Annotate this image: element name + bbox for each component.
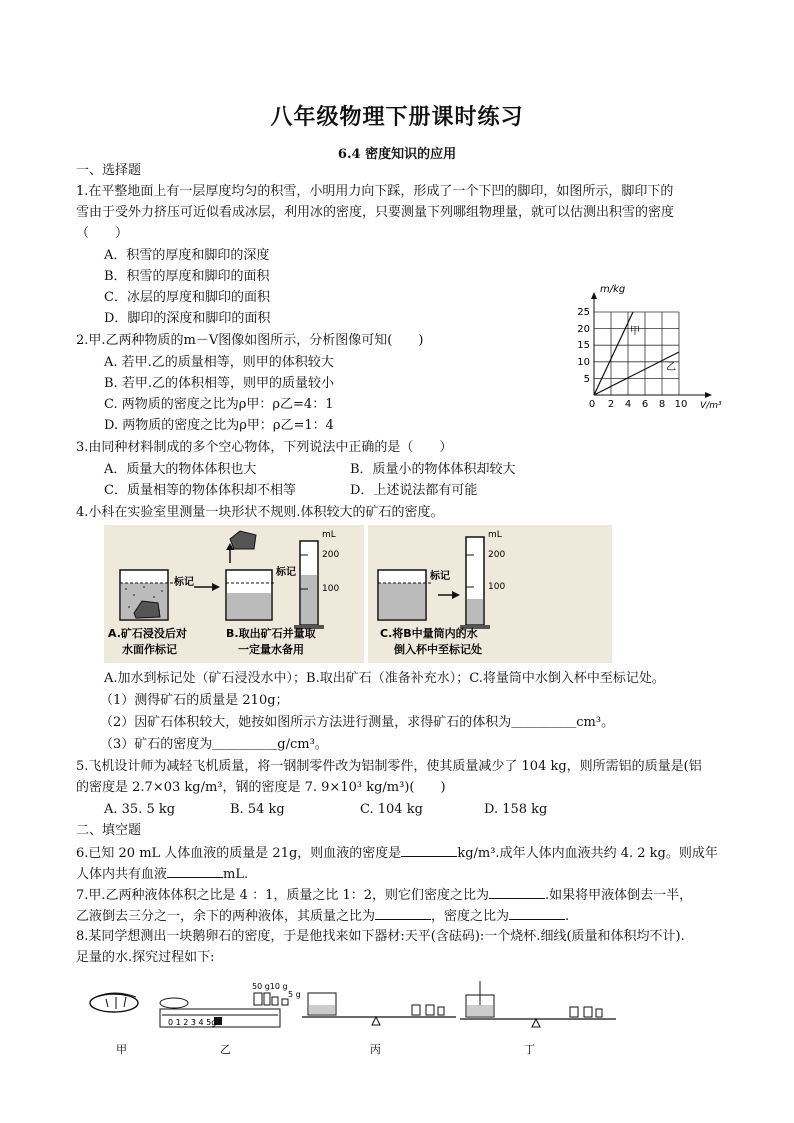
mark-label-a: 标记 xyxy=(174,577,194,588)
q5-option-a: A. 35. 5 kg xyxy=(104,802,176,817)
balance-bing xyxy=(302,993,456,1025)
q5-stem-line1: 5.飞机设计师为减轻飞机质量，将一钢制零件改为铝制零件，使其质量减少了 104 kg，则所需铝的质量是(铝 xyxy=(76,759,702,774)
q5-option-c: C. 104 kg xyxy=(360,802,423,817)
q7-blank-2 xyxy=(375,905,431,920)
q8-line2: 足量的水.探究过程如下: xyxy=(76,950,215,965)
q3-stem: 3.由同种材料制成的多个空心物体，下列说法中正确的是（ ） xyxy=(76,440,453,455)
ytick: 15 xyxy=(577,340,590,351)
balance-ding xyxy=(460,981,616,1027)
q7-text-2: .如果将甲液体倒去一半， xyxy=(545,888,693,903)
line-jia xyxy=(594,312,633,395)
xtick: 8 xyxy=(658,399,666,410)
q1-option-a: A．积雪的厚度和脚印的深度 xyxy=(104,248,270,263)
beaker-c xyxy=(378,570,432,620)
q3-option-a: A．质量大的物体体积也大 xyxy=(104,462,257,477)
label-yi-fig: 乙 xyxy=(220,1043,231,1056)
q1-option-b: B．积雪的厚度和脚印的面积 xyxy=(104,269,270,284)
xtick: 2 xyxy=(607,399,615,410)
label-jia: 甲 xyxy=(630,326,640,337)
q7-line2 xyxy=(76,905,569,927)
graph-ylabel: m/kg xyxy=(600,284,626,295)
weights-label: 50 g10 g xyxy=(252,982,288,991)
v200-label-c: 200 xyxy=(488,550,506,560)
q8-balance-figure xyxy=(86,975,646,1060)
q1-stem-line3: （ ） xyxy=(76,226,129,241)
ytick: 20 xyxy=(577,324,590,335)
q2-stem: 2.甲.乙两种物质的m－V图像如图所示，分析图像可知( ) xyxy=(76,333,424,348)
mark-label-b: 标记 xyxy=(276,567,296,578)
ml-label-c: mL xyxy=(488,530,502,540)
xtick: 6 xyxy=(641,399,649,410)
q5-option-b: B. 54 kg xyxy=(230,802,285,817)
scale-label: 0 1 2 3 4 5g xyxy=(168,1018,217,1027)
q6-line1 xyxy=(76,842,718,864)
q4-description: A.加水到标记处（矿石浸没水中）；B.取出矿石（准备补充水）；C.将量筒中水倒入杯中至标记处。 xyxy=(104,671,665,686)
q4-step2: （2）因矿石体积较大，她按如图所示方法进行测量，求得矿石的体积为＿＿＿＿＿cm³。 xyxy=(100,715,615,730)
caption-a-line1: A.矿石浸没后对 xyxy=(108,627,187,640)
q6-blank-density xyxy=(401,842,457,857)
xtick: 10 xyxy=(674,399,688,410)
caption-c-line1: C.将B中量筒内的水 xyxy=(380,627,478,640)
q6-text-1: 6.已知 20 mL 人体血液的质量是 21g，则血液的密度是 xyxy=(76,846,402,861)
line-yi xyxy=(594,352,679,395)
q1-stem-line2: 雪由于受外力挤压可近似看成冰层，利用冰的密度，只要测量下列哪组物理量，就可以估测出积雪的密度 xyxy=(76,205,675,220)
q6-text-4: mL. xyxy=(223,867,249,882)
q6-text-3: 人体内共有血液 xyxy=(76,867,168,882)
q7-text-5: . xyxy=(565,909,570,924)
graph-xlabel: V/m³ xyxy=(700,401,722,411)
ml-label-b: mL xyxy=(322,530,336,540)
q3-option-c: C．质量相等的物体体积却不相等 xyxy=(104,483,296,498)
page-title: 八年级物理下册课时练习 xyxy=(270,104,524,130)
q4-step3: （3）矿石的密度为＿＿＿＿＿g/cm³。 xyxy=(100,737,328,752)
q6-line2 xyxy=(76,863,248,885)
q7-line1 xyxy=(76,884,692,906)
label-jia-fig: 甲 xyxy=(116,1043,127,1056)
page-subtitle: 6.4 密度知识的应用 xyxy=(337,147,457,162)
q7-blank-1 xyxy=(489,884,545,899)
q4-experiment-figure xyxy=(104,525,612,663)
q3-option-d: D．上述说法都有可能 xyxy=(350,483,478,498)
q7-text-3: 乙液倒去三分之一，余下的两种液体，其质量之比为 xyxy=(76,909,376,924)
q6-blank-volume xyxy=(167,863,223,878)
ytick: 25 xyxy=(577,307,590,318)
ytick: 10 xyxy=(577,357,590,368)
label-bing-fig: 丙 xyxy=(370,1043,381,1056)
q2-option-a: A. 若甲.乙的质量相等，则甲的体积较大 xyxy=(104,355,334,370)
q2-option-c: C. 两物质的密度之比为ρ甲：ρ乙=4：1 xyxy=(104,397,334,412)
q8-line1: 8.某同学想测出一块鹅卵石的密度，于是他找来如下器材:天平(含砝码):一个烧杯.细线(质量和体积均不计). xyxy=(76,929,685,944)
q1-option-c: C．冰层的厚度和脚印的面积 xyxy=(104,290,270,305)
q2-mv-graph xyxy=(570,282,730,414)
v100-label-b: 100 xyxy=(322,584,340,594)
q7-text-4: ，密度之比为 xyxy=(431,909,510,924)
section-heading-choice: 一、选择题 xyxy=(76,163,142,178)
q1-stem-line1: 1.在平整地面上有一层厚度均匀的积雪，小明用力向下踩，形成了一个下凹的脚印，如图所示，脚印下的 xyxy=(76,184,674,199)
q5-option-d: D. 158 kg xyxy=(484,802,548,817)
q3-option-b: B．质量小的物体体积却较大 xyxy=(350,462,516,477)
ytick: 5 xyxy=(583,374,590,385)
caption-b-line2: 一定量水备用 xyxy=(238,643,304,656)
q5-stem-line2: 的密度是 2.7×03 kg/m³，钢的密度是 7. 9×10³ kg/m³)( ) xyxy=(76,780,446,795)
caption-c-line2: 倒入杯中至标记处 xyxy=(394,643,482,656)
q4-step1: （1）测得矿石的质量是 210g； xyxy=(100,693,289,708)
mark-label-c: 标记 xyxy=(430,571,450,582)
pebble-with-thread xyxy=(90,993,138,1012)
label-ding-fig: 丁 xyxy=(524,1043,535,1056)
weight-5g-label: 5 g xyxy=(288,990,301,999)
q7-blank-3 xyxy=(509,905,565,920)
q2-option-b: B. 若甲.乙的体积相等，则甲的质量较小 xyxy=(104,376,334,391)
q1-option-d: D．脚印的深度和脚印的面积 xyxy=(104,311,271,326)
v100-label-c: 100 xyxy=(488,582,506,592)
label-yi: 乙 xyxy=(666,362,676,373)
q6-text-2: kg/m³.成年人体内血液共约 4. 2 kg。则成年 xyxy=(457,846,718,861)
v200-label-b: 200 xyxy=(322,550,340,560)
q4-stem: 4.小科在实验室里测量一块形状不规则.体积较大的矿石的密度。 xyxy=(76,505,444,520)
q7-text-1: 7.甲.乙两种液体体积之比是 4 ：1，质量之比 1：2，则它们密度之比为 xyxy=(76,888,490,903)
caption-a-line2: 水面作标记 xyxy=(122,643,177,656)
xtick: 4 xyxy=(624,399,632,410)
caption-b-line1: B.取出矿石并量取 xyxy=(226,627,316,640)
q2-option-d: D. 两物质的密度之比为ρ甲：ρ乙=1：4 xyxy=(104,418,334,433)
beaker-a xyxy=(120,570,174,620)
section-heading-fill: 二、填空题 xyxy=(76,823,142,838)
xtick: 0 xyxy=(588,399,596,410)
